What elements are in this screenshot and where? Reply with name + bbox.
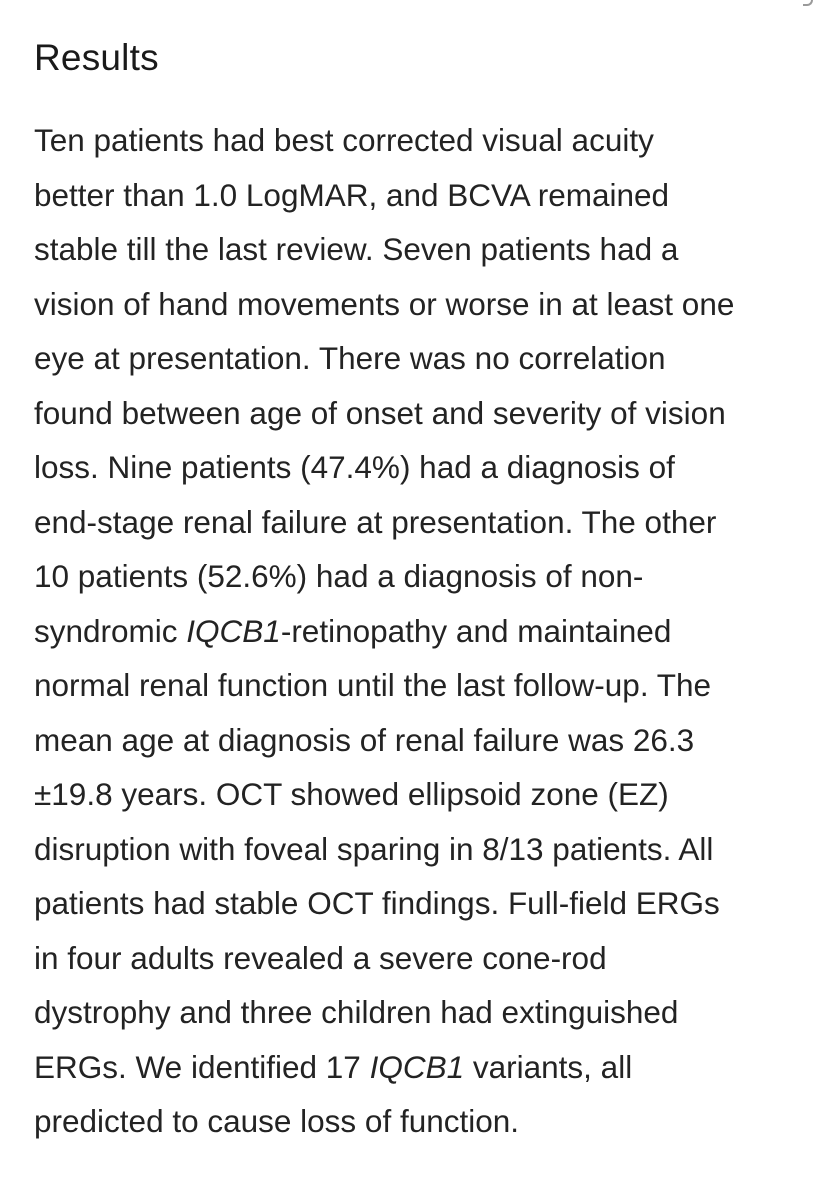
text-line: stable till the last review. Seven patients had a xyxy=(34,231,679,267)
text-line: vision of hand movements or worse in at least one xyxy=(34,285,735,322)
gene-name-italic: IQCB1 xyxy=(186,612,281,649)
text-line: syndromic IQCB1-retinopathy and maintained xyxy=(34,612,672,649)
text-line: dystrophy and three children had extinguished xyxy=(34,994,679,1030)
text-line: better than 1.0 LogMAR, and BCVA remained xyxy=(34,176,670,213)
text-line: patients had stable OCT findings. Full-field ERGs xyxy=(34,885,720,921)
text-line: loss. Nine patients (47.4%) had a diagnosis of xyxy=(34,449,675,485)
text-line: end-stage renal failure at presentation. The other xyxy=(34,503,717,540)
results-paragraph xyxy=(34,80,783,1149)
gene-name-italic: IQCB1 xyxy=(369,1048,465,1085)
text-line: mean age at diagnosis of renal failure was 26.3 xyxy=(34,721,695,758)
text-line: Ten patients had best corrected visual acuity xyxy=(34,122,654,158)
text-line: 10 patients (52.6%) had a diagnosis of non- xyxy=(34,558,644,594)
text-line: ERGs. We identified 17 IQCB1 variants, all xyxy=(34,1048,633,1085)
text-line: predicted to cause loss of function. xyxy=(34,1103,520,1139)
scroll-corner-mark xyxy=(803,0,813,6)
text-line: in four adults revealed a severe cone-rod xyxy=(34,939,607,976)
text-line: found between age of onset and severity of vision xyxy=(34,394,726,431)
text-line: ±19.8 years. OCT showed ellipsoid zone (EZ) xyxy=(34,776,669,812)
text-line: eye at presentation. There was no correlation xyxy=(34,340,666,376)
text-line: normal renal function until the last follow-up. The xyxy=(34,667,712,703)
section-title: Results xyxy=(34,37,159,78)
text-line: disruption with foveal sparing in 8/13 patients. All xyxy=(34,830,714,867)
